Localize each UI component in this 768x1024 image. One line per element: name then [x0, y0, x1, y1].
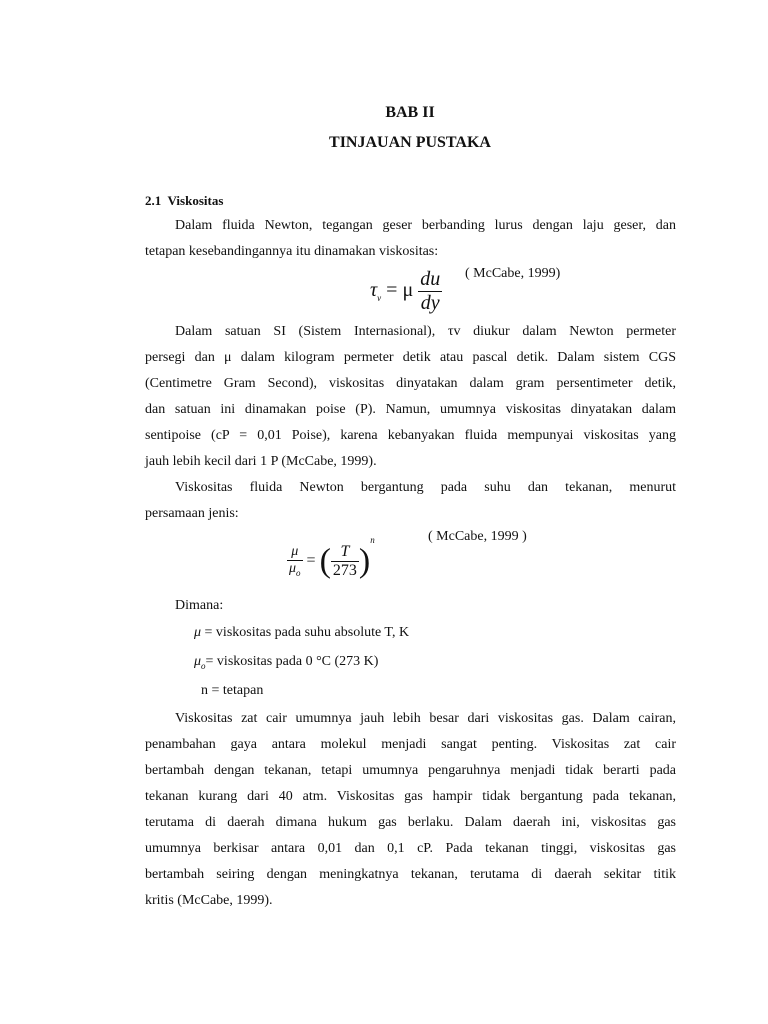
paragraph-line: kritis (McCabe, 1999).	[145, 893, 273, 908]
chapter-title: TINJAUAN PUSTAKA	[329, 134, 491, 151]
paragraph-line: penambahan gaya antara molekul menjadi sangat penting. Viskositas zat cair	[145, 737, 676, 752]
definition-mu0: $\mu_o=$ viskositas pada 0 °C (273 K)	[194, 654, 379, 671]
paragraph-line: Dalam satuan SI (Sistem Internasional), τv diukur dalam Newton permeter	[175, 324, 676, 339]
paragraph-line: dan satuan ini dinamakan poise (P). Namun, umumnya viskositas dinyatakan dalam	[145, 402, 676, 417]
paragraph-1	[145, 213, 676, 265]
paragraph-line: (Centimetre Gram Second), viskositas dinyatakan dalam gram persentimeter detik,	[145, 376, 676, 391]
definition-n: n = tetapan	[201, 683, 264, 698]
equation-shear-stress: $\tau_v = \mu$ $\frac{du}{dy}$	[370, 268, 441, 314]
section-heading	[145, 193, 223, 209]
fraction-t-273: $\frac{T}{273}$	[332, 542, 357, 579]
paragraph-line: Dalam fluida Newton, tegangan geser berbanding lurus dengan laju geser, dan	[175, 218, 676, 233]
chapter-number: BAB II	[385, 104, 435, 121]
paragraph-line: sentipoise (cP = 0,01 Poise), karena kebanyakan fluida mempunyai viskositas yang	[145, 428, 676, 443]
paragraph-2	[145, 319, 676, 475]
paragraph-line: Viskositas fluida Newton bergantung pada suhu dan tekanan, menurut	[175, 480, 676, 495]
where-label: Dimana:	[175, 598, 224, 613]
equation-viscosity-temperature: $\frac{\mu}{\mu_o}$ = ( $\frac{T}{273}$ )$^n$	[289, 535, 375, 580]
paragraph-line: tekanan kurang dari 40 atm. Viskositas gas hampir tidak bergantung pada tekanan,	[145, 789, 676, 804]
section-title: Viskositas	[167, 193, 224, 208]
paragraph-line: persamaan jenis:	[145, 506, 239, 521]
paragraph-line: umumnya berkisar antara 0,01 dan 0,1 cP. Pada tekanan tinggi, viskositas gas	[145, 841, 676, 856]
section-number: 2.1	[145, 193, 162, 208]
fraction-du-dy: $\frac{du}{dy}$	[420, 268, 441, 314]
paragraph-line: tetapan kesebandingannya itu dinamakan viskositas:	[145, 244, 439, 259]
citation: ( McCabe, 1999 )	[428, 529, 527, 544]
citation: ( McCabe, 1999)	[465, 266, 561, 281]
paragraph-line: terutama di daerah dimana hukum gas berlaku. Dalam daerah ini, viskositas gas	[145, 815, 676, 830]
definition-mu: μ = viskositas pada suhu absolute T, K	[194, 625, 410, 640]
fraction-mu-mu0: $\frac{\mu}{\mu_o}$	[289, 544, 301, 579]
paragraph-line: bertambah seiring dengan meningkatnya tekanan, terutama di daerah sekitar titik	[145, 867, 676, 882]
paragraph-3	[145, 475, 676, 527]
paragraph-line: Viskositas zat cair umumnya jauh lebih besar dari viskositas gas. Dalam cairan,	[175, 711, 676, 726]
paragraph-line: jauh lebih kecil dari 1 P (McCabe, 1999).	[145, 454, 377, 469]
paragraph-line: bertambah dengan tekanan, tetapi umumnya pengaruhnya menjadi tidak berarti pada	[145, 763, 676, 778]
paragraph-4	[145, 706, 676, 914]
paragraph-line: persegi dan μ dalam kilogram permeter detik atau pascal detik. Dalam sistem CGS	[145, 350, 676, 365]
